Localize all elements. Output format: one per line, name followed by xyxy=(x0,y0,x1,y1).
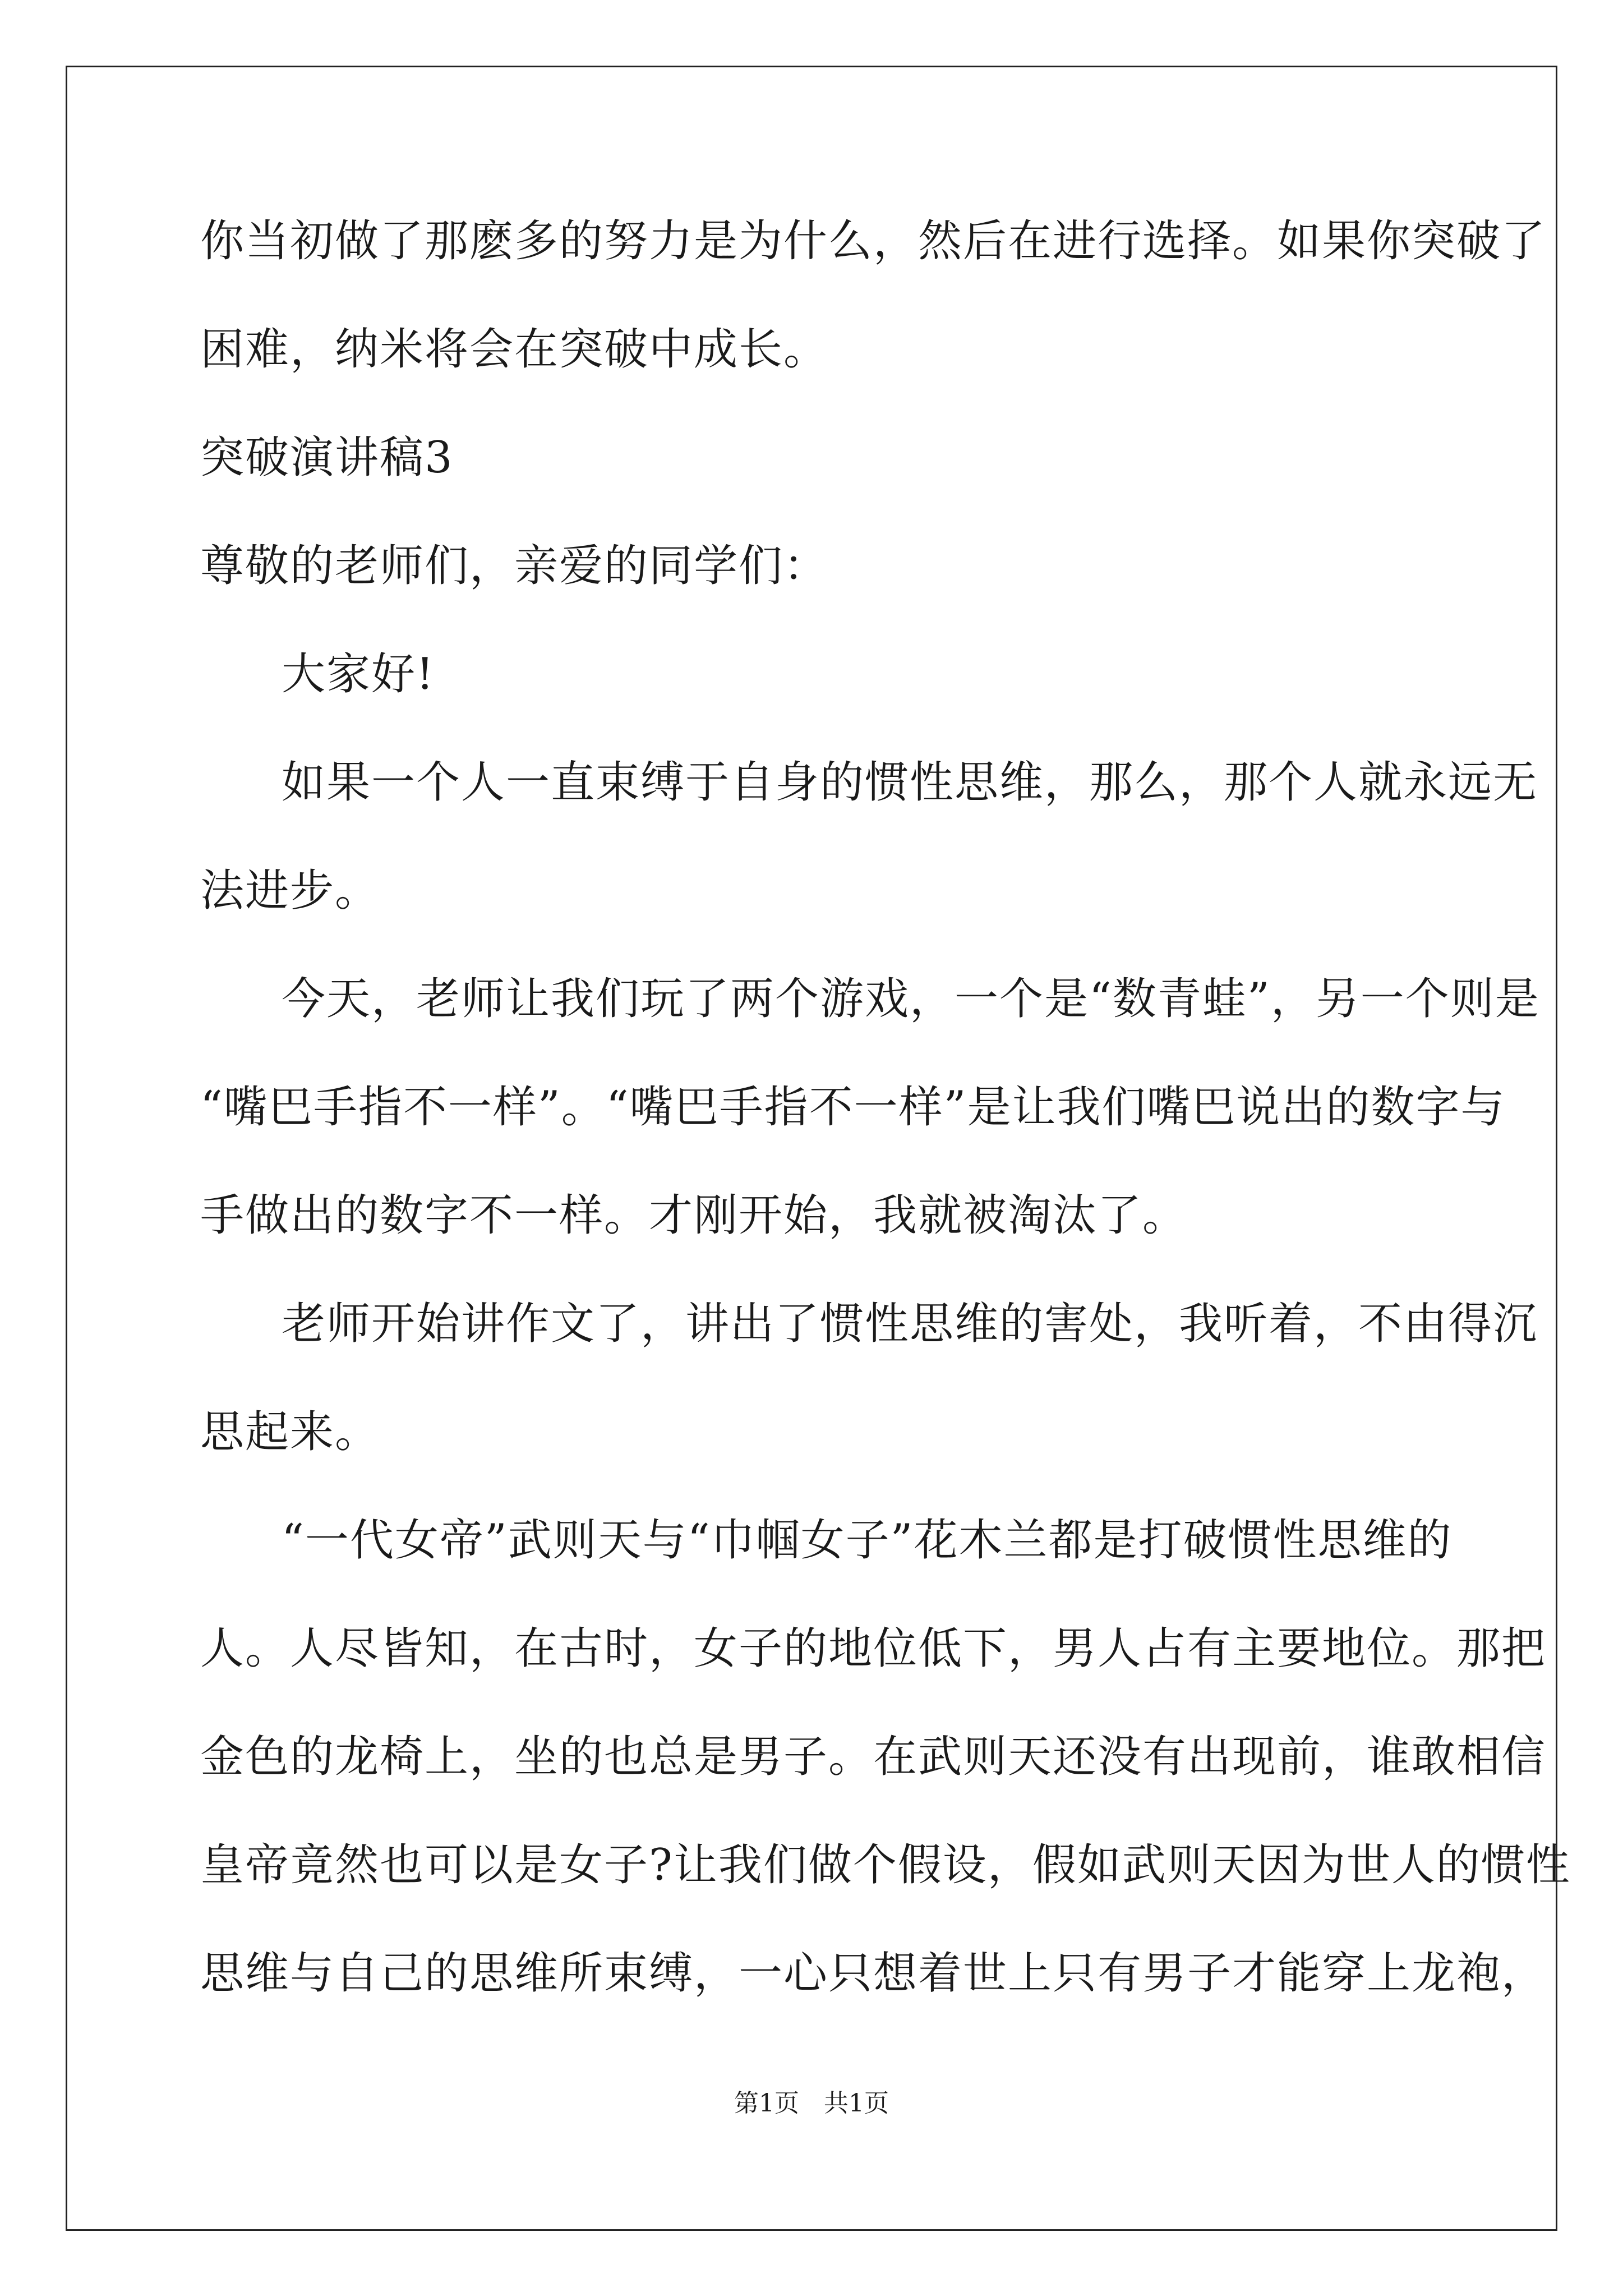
paragraph-line: “嘴巴手指不一样”。“嘴巴手指不一样”是让我们嘴巴说出的数字与 xyxy=(200,1082,1506,1133)
paragraph-line: “一代女帝”武则天与“巾帼女子”花木兰都是打破惯性思维的 xyxy=(282,1515,1453,1566)
paragraph-line: 如果一个人一直束缚于自身的惯性思维，那么，那个人就永远无 xyxy=(282,757,1538,808)
salutation: 尊敬的老师们，亲爱的同学们： xyxy=(200,541,829,591)
paragraph-line: 老师开始讲作文了，讲出了惯性思维的害处，我听着，不由得沉 xyxy=(282,1299,1538,1349)
paragraph-line: 皇帝竟然也可以是女子?让我们做个假设，假如武则天因为世人的惯性 xyxy=(200,1840,1571,1890)
page-number-footer: 第1页 共1页 xyxy=(734,2089,889,2118)
section-title: 突破演讲稿3 xyxy=(200,432,454,483)
document-body xyxy=(200,213,1571,2001)
paragraph-line: 金色的龙椅上，坐的也总是男子。在武则天还没有出现前，谁敢相信 xyxy=(200,1732,1547,1782)
paragraph-line: 你当初做了那麽多的努力是为什么，然后在进行选择。如果你突破了 xyxy=(200,216,1547,266)
paragraph-line: 今天，老师让我们玩了两个游戏，一个是“数青蛙”，另一个则是 xyxy=(282,974,1540,1024)
paragraph-line: 人。人尽皆知，在古时，女子的地位低下，男人占有主要地位。那把 xyxy=(200,1623,1547,1674)
paragraph-line: 思维与自己的思维所束缚，一心只想着世上只有男子才能穿上龙袍， xyxy=(200,1948,1547,1999)
greeting: 大家好! xyxy=(282,649,435,700)
paragraph-line: 困难，纳米将会在突破中成长。 xyxy=(200,324,829,375)
paragraph-line: 法进步。 xyxy=(200,866,380,916)
paragraph-line: 思起来。 xyxy=(200,1407,380,1457)
paragraph-line: 手做出的数字不一样。才刚开始，我就被淘汰了。 xyxy=(200,1190,1188,1241)
